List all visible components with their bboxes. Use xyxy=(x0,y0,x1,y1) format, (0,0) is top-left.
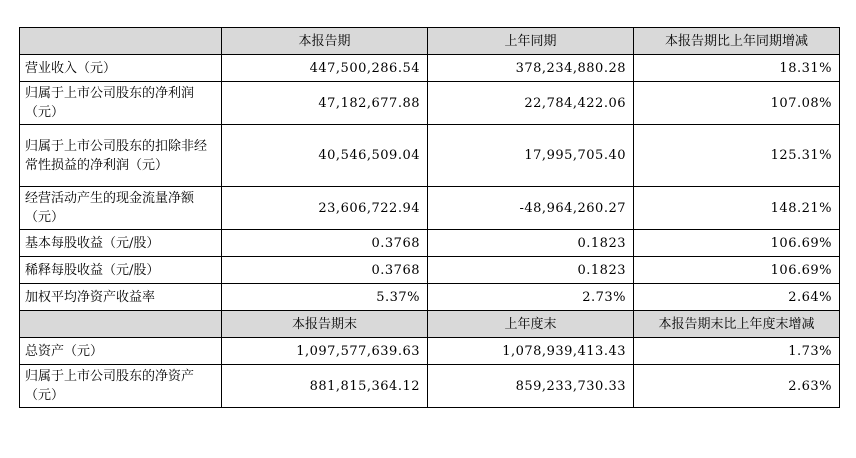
prior-value: 378,234,880.28 xyxy=(428,55,634,82)
header-prior-period: 上年同期 xyxy=(428,28,634,55)
table-row xyxy=(20,230,840,257)
table-row xyxy=(20,284,840,311)
change-value: 107.08% xyxy=(634,82,840,125)
current-value: 881,815,364.12 xyxy=(222,365,428,408)
header-period-end: 本报告期末 xyxy=(222,311,428,338)
header-period-change: 本报告期比上年同期增减 xyxy=(634,28,840,55)
change-value: 106.69% xyxy=(634,257,840,284)
current-value: 0.3768 xyxy=(222,230,428,257)
change-value: 125.31% xyxy=(634,125,840,187)
change-value: 2.63% xyxy=(634,365,840,408)
prior-value: 22,784,422.06 xyxy=(428,82,634,125)
header-year-end-change: 本报告期末比上年度末增减 xyxy=(634,311,840,338)
row-label: 经营活动产生的现金流量净额（元） xyxy=(20,187,222,230)
prior-value: -48,964,260.27 xyxy=(428,187,634,230)
change-value: 106.69% xyxy=(634,230,840,257)
prior-value: 0.1823 xyxy=(428,257,634,284)
table-row xyxy=(20,125,840,187)
prior-value: 17,995,705.40 xyxy=(428,125,634,187)
section2-header-row xyxy=(20,311,840,338)
current-value: 5.37% xyxy=(222,284,428,311)
change-value: 2.64% xyxy=(634,284,840,311)
row-label: 归属于上市公司股东的净利润（元） xyxy=(20,82,222,125)
prior-value: 859,233,730.33 xyxy=(428,365,634,408)
row-label: 营业收入（元） xyxy=(20,55,222,82)
table-row xyxy=(20,82,840,125)
header-blank-cell xyxy=(20,311,222,338)
table-row xyxy=(20,55,840,82)
header-current-period: 本报告期 xyxy=(222,28,428,55)
header-blank-cell xyxy=(20,28,222,55)
table-row xyxy=(20,257,840,284)
table-row xyxy=(20,187,840,230)
current-value: 23,606,722.94 xyxy=(222,187,428,230)
current-value: 0.3768 xyxy=(222,257,428,284)
financial-summary-table xyxy=(19,27,840,408)
current-value: 1,097,577,639.63 xyxy=(222,338,428,365)
current-value: 40,546,509.04 xyxy=(222,125,428,187)
prior-value: 1,078,939,413.43 xyxy=(428,338,634,365)
current-value: 47,182,677.88 xyxy=(222,82,428,125)
table-row xyxy=(20,338,840,365)
change-value: 1.73% xyxy=(634,338,840,365)
row-label: 加权平均净资产收益率 xyxy=(20,284,222,311)
row-label: 稀释每股收益（元/股） xyxy=(20,257,222,284)
header-prior-year-end: 上年度末 xyxy=(428,311,634,338)
change-value: 148.21% xyxy=(634,187,840,230)
table-row xyxy=(20,365,840,408)
prior-value: 0.1823 xyxy=(428,230,634,257)
row-label: 归属于上市公司股东的扣除非经常性损益的净利润（元） xyxy=(20,125,222,187)
prior-value: 2.73% xyxy=(428,284,634,311)
row-label: 总资产（元） xyxy=(20,338,222,365)
current-value: 447,500,286.54 xyxy=(222,55,428,82)
row-label: 归属于上市公司股东的净资产（元） xyxy=(20,365,222,408)
row-label: 基本每股收益（元/股） xyxy=(20,230,222,257)
section1-header-row xyxy=(20,28,840,55)
change-value: 18.31% xyxy=(634,55,840,82)
